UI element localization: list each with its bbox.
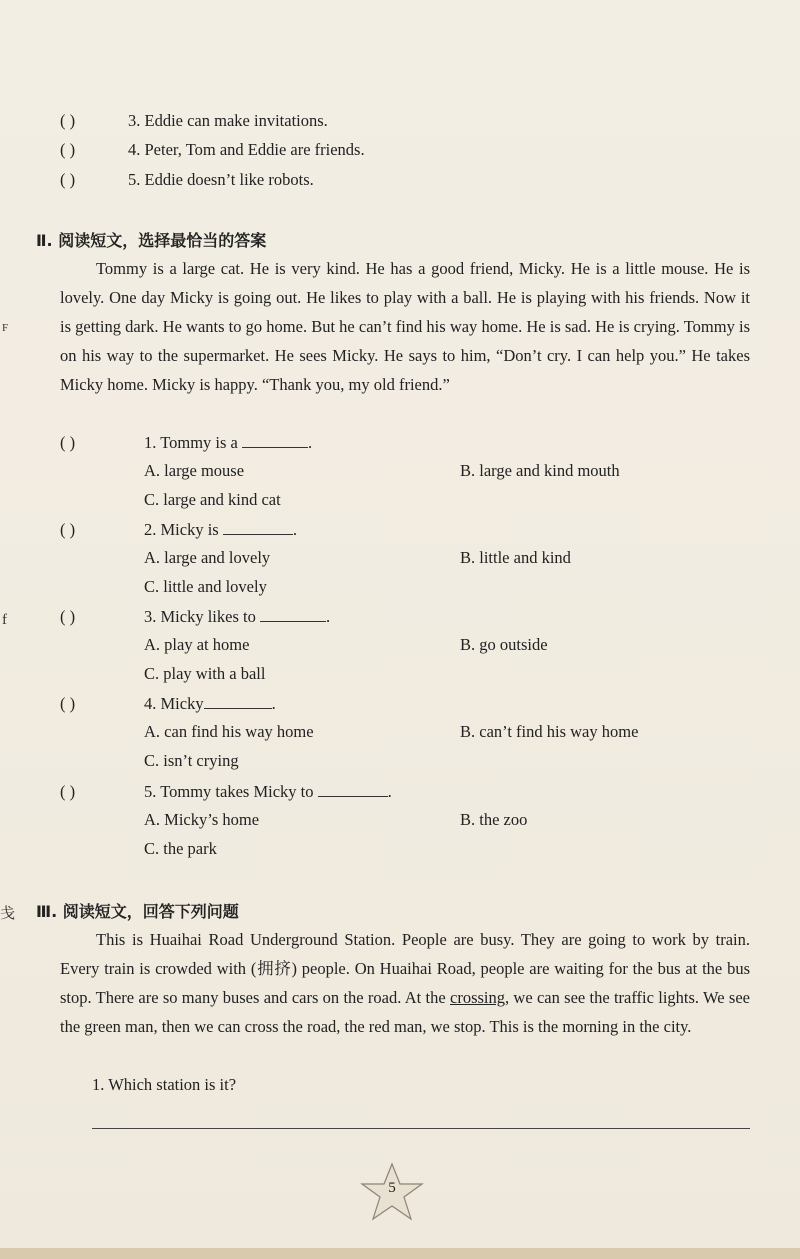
option-a: A. Micky’s home [144,810,260,829]
option-c: C. isn’t crying [144,751,239,770]
tf-item-3 [60,110,328,132]
answer-blank[interactable] [318,780,388,797]
option-a: A. large and lovely [144,548,271,567]
option-c: C. the park [144,839,217,858]
option-b: B. go outside [460,635,548,654]
option-c: C. play with a ball [144,664,266,683]
option-a: A. play at home [144,635,250,654]
item-number: 5. [128,170,141,189]
answer-parenthesis[interactable]: ( ) [60,170,76,189]
answer-parenthesis[interactable]: ( ) [60,433,76,452]
question-end: . [308,433,313,452]
question-stem: 4. Micky [144,694,204,713]
option-b: B. the zoo [460,810,528,829]
mc-question-3 [60,605,330,628]
answer-blank[interactable] [223,518,293,535]
item-text: Peter, Tom and Eddie are friends. [144,140,365,159]
open-question-1: 1. Which station is it? [92,1075,237,1094]
page-number: 5 [388,1180,396,1196]
section-3-heading: Ⅲ. 阅读短文，回答下列问题 [36,902,239,921]
option-a: A. can find his way home [144,722,314,741]
question-stem: 5. Tommy takes Micky to [144,782,314,801]
question-stem: 2. Micky is [144,520,219,539]
answer-line[interactable] [92,1128,750,1129]
option-b: B. large and kind mouth [460,461,620,480]
tf-item-5 [60,169,314,191]
answer-blank[interactable] [204,692,272,709]
option-b: B. little and kind [460,548,571,567]
item-text: Eddie doesn’t like robots. [144,170,314,189]
section-2-heading: Ⅱ. 阅读短文，选择最恰当的答案 [36,231,267,250]
passage-text [60,925,750,1041]
mc-question-2 [60,518,297,541]
option-b: B. can’t find his way home [460,722,639,741]
answer-parenthesis[interactable]: ( ) [60,111,76,130]
option-a: A. large mouse [144,461,245,480]
question-stem: 1. Tommy is a [144,433,238,452]
answer-parenthesis[interactable]: ( ) [60,607,76,626]
tf-item-4 [60,139,365,161]
margin-mark: 戋 [0,906,16,922]
mc-question-1 [60,431,312,454]
option-c: C. large and kind cat [144,490,281,509]
answer-blank[interactable] [242,431,308,448]
item-text: Eddie can make invitations. [144,111,328,130]
section-2-passage [60,254,750,399]
passage-text: Tommy is a large cat. He is very kind. He has a good friend, Micky. He is a little mouse. He is lovely. One day Micky is going out. He likes to play with a ball. He is playing with his friends. Now it is getting dark. He wants to go home. But he can’t find his way home. He is sad. He is crying. Tommy is on his way to the supermarket. He sees Micky. He says to him, “Don’t cry. I can help you.” He takes Micky home. Micky is happy. “Thank you, my old friend.” [60,259,750,394]
question-stem: 3. Micky likes to [144,607,256,626]
question-end: . [325,607,331,626]
section-3-passage [60,925,750,1041]
item-number: 4. [128,140,141,159]
item-number: 3. [128,111,141,130]
answer-parenthesis[interactable]: ( ) [60,694,76,713]
margin-mark: f [2,612,7,628]
option-c: C. little and lovely [144,577,267,596]
answer-parenthesis[interactable]: ( ) [60,140,76,159]
underlined-word: crossing [450,988,505,1007]
question-end: . [271,694,276,713]
question-end: . [292,520,297,539]
answer-parenthesis[interactable]: ( ) [60,520,76,539]
question-end: . [387,782,392,801]
page-edge [0,1248,800,1259]
passage-part-1: This is Huaihai Road Underground Station. People are busy. They are going to work by train. Every train is crowded with (拥挤) people. On Huaihai Road, people are waiting for the bus at the bus stop. There are so many buses and cars on the road. At the [60,930,750,1007]
margin-mark: F [2,322,9,334]
mc-question-5 [60,780,392,803]
answer-parenthesis[interactable]: ( ) [60,782,76,801]
mc-question-4 [60,692,276,715]
passage-part-2: , we can see the traffic lights. We see the green man, then we can cross the road, the red man, we stop. This is the morning in the city. [60,988,750,1036]
answer-blank[interactable] [260,605,326,622]
